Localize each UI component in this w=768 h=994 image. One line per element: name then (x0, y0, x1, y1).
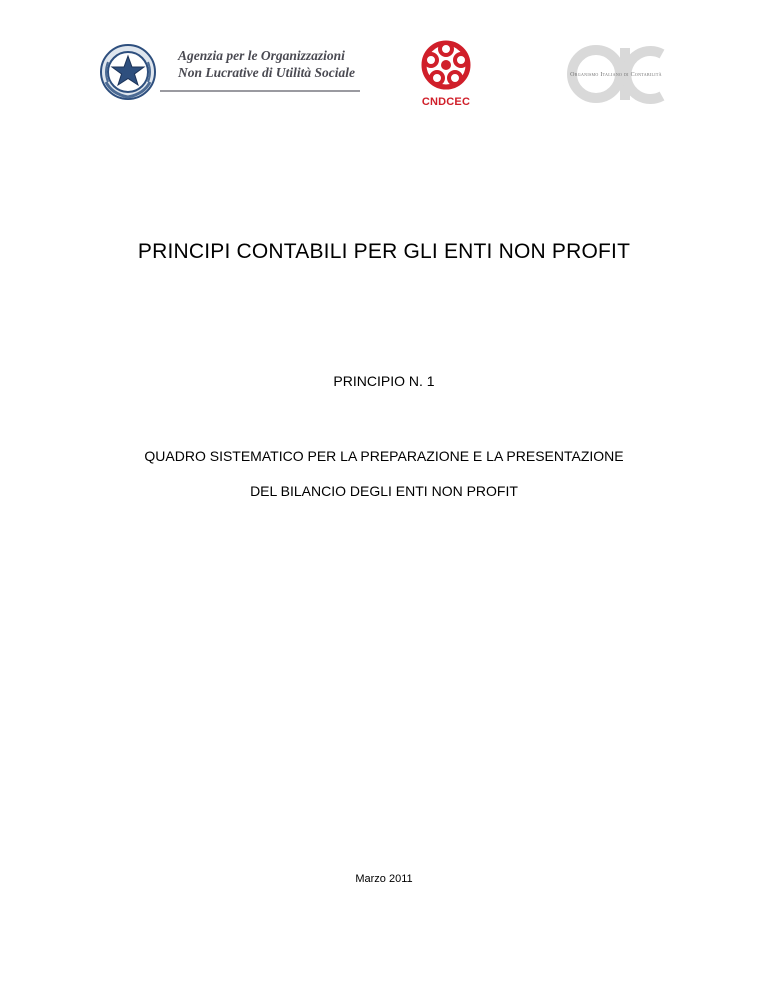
cndcec-emblem-icon (419, 38, 473, 92)
agency-name (178, 47, 362, 81)
document-title: PRINCIPI CONTABILI PER GLI ENTI NON PROFIT (137, 240, 631, 263)
oic-label: Organismo Italiano di Contabilità (570, 72, 662, 78)
document-subtitle-line-2: DEL BILANCIO DEGLI ENTI NON PROFIT (250, 483, 518, 499)
agency-logo (98, 42, 362, 102)
logo-bar (0, 38, 768, 118)
oic-logo (566, 40, 666, 104)
agency-name-line-1: Agenzia per le Organizzazioni (178, 48, 345, 63)
document-subtitle-line-1: QUADRO SISTEMATICO PER LA PREPARAZIONE E LA PRESENTAZIONE (144, 448, 624, 464)
cndcec-logo (410, 38, 482, 116)
document-date: Marzo 2011 (355, 873, 413, 885)
agency-logo-underline (160, 90, 360, 92)
italian-republic-emblem-icon (98, 42, 158, 102)
principle-number: PRINCIPIO N. 1 (333, 373, 435, 389)
agency-name-line-2: Non Lucrative di Utilità Sociale (178, 65, 355, 80)
cndcec-label: CNDCEC (421, 96, 471, 108)
